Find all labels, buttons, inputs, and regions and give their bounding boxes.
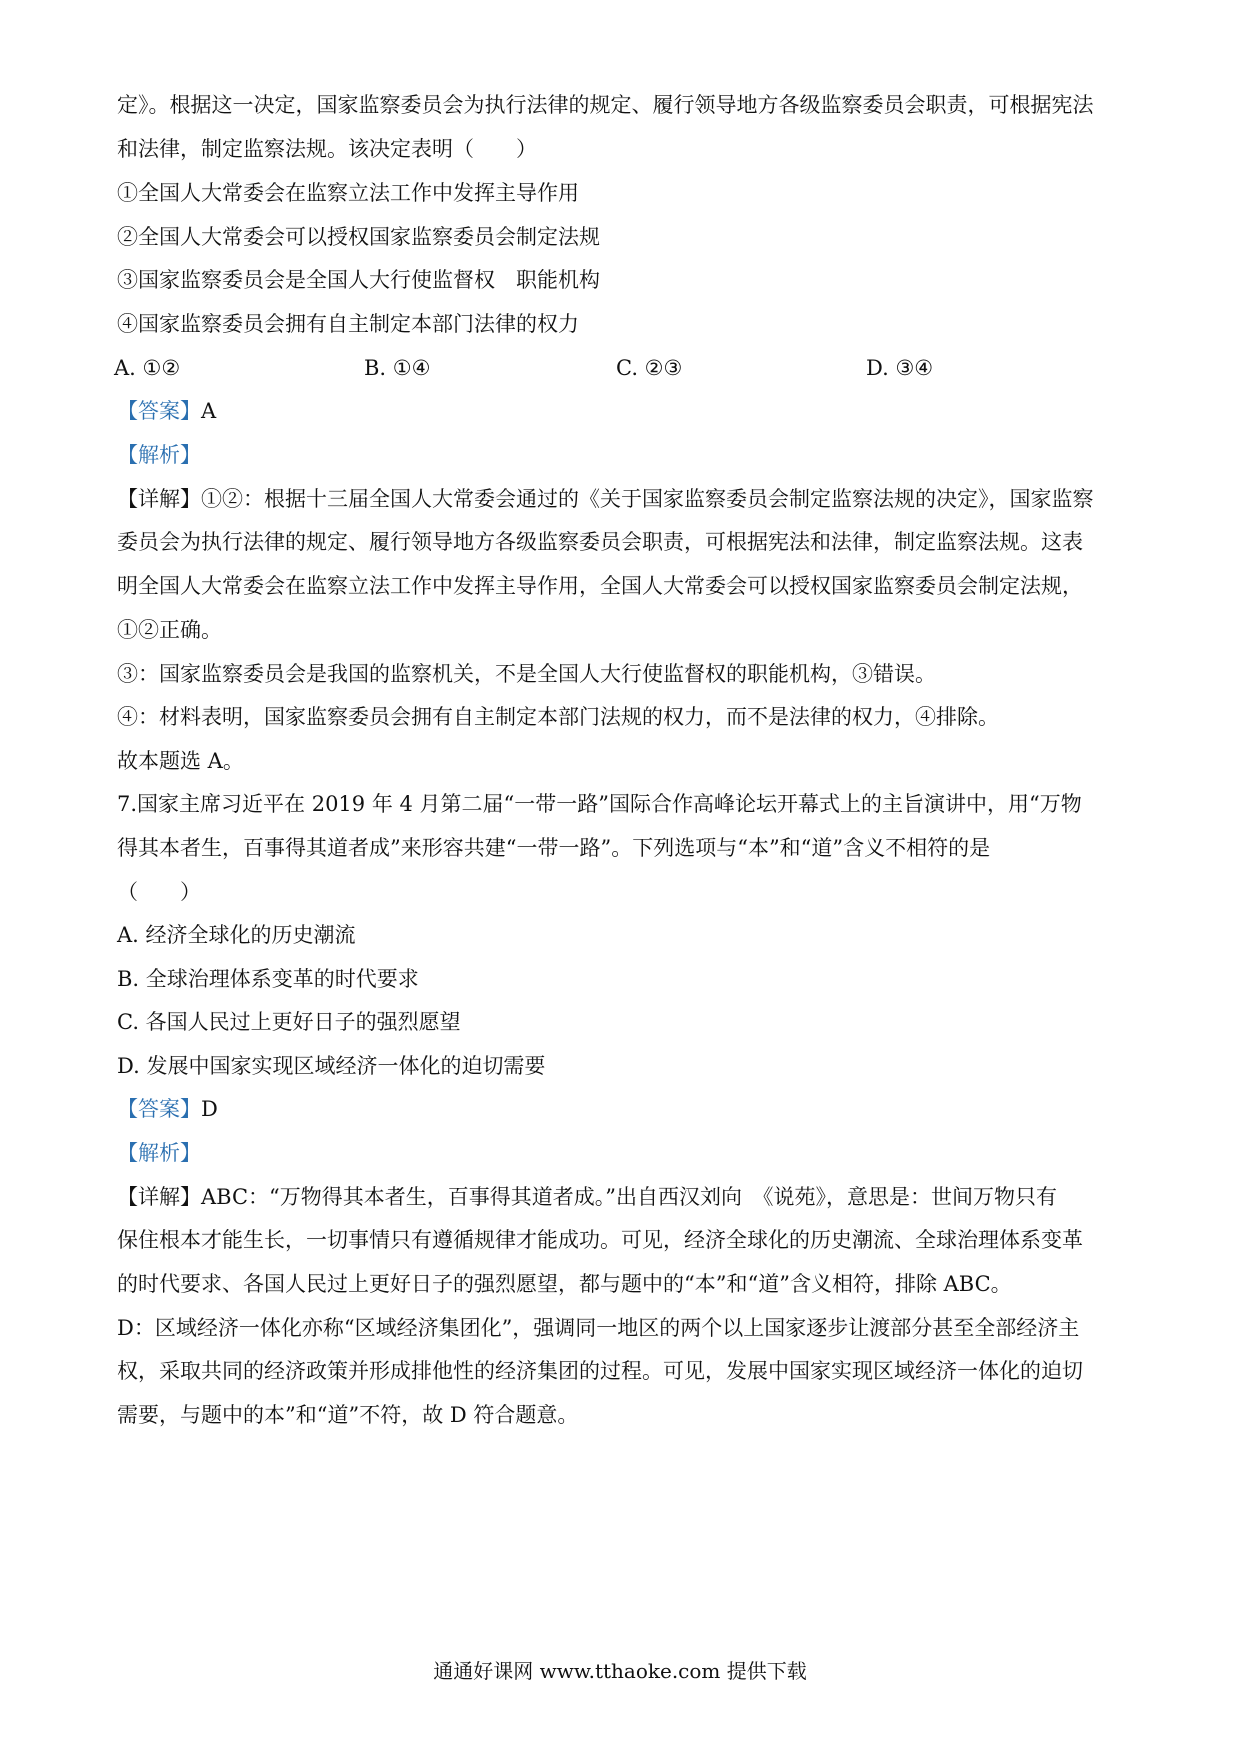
q7-analysis-heading — [117, 1138, 1127, 1168]
q6-detail-line-6: ④：材料表明，国家监察委员会拥有自主制定本部门法规的权力，而不是法律的权力，④排除。 — [117, 705, 999, 729]
q6-detail-line-2: 委员会为执行法律的规定、履行领导地方各级监察委员会职责，可根据宪法和法律，制定监察法规。这表 — [117, 530, 1083, 554]
q7-detail-line-4: D：区域经济一体化亦称“区域经济集团化”，强调同一地区的两个以上国家逐步让渡部分甚至全部经济主 — [117, 1316, 1080, 1340]
q7-stem-line-3: （ ） — [117, 880, 201, 904]
q6-option-d: D. ③④ — [866, 356, 934, 380]
q6-answer — [117, 396, 1127, 426]
q7-analysis-tag: 【解析】 — [117, 1141, 201, 1165]
q7-option-b: B. 全球治理体系变革的时代要求 — [117, 967, 419, 991]
q7-stem-line-2: 得其本者生，百事得其道者成”来形容共建“一带一路”。下列选项与“本”和“道”含义不相符的是 — [117, 836, 991, 860]
q7-answer-value: D — [201, 1097, 218, 1121]
q6-answer-value: A — [201, 399, 217, 423]
q7-detail-line-6: 需要，与题中的本”和“道”不符，故 D 符合题意。 — [117, 1403, 579, 1427]
q6-detail-line-3: 明全国人大常委会在监察立法工作中发挥主导作用，全国人大常委会可以授权国家监察委员会制定法规， — [117, 574, 1083, 598]
q7-detail-line-5: 权，采取共同的经济政策并形成排他性的经济集团的过程。可见，发展中国家实现区域经济一体化的迫切 — [117, 1359, 1083, 1383]
q7-stem-line-1: 7.国家主席习近平在 2019 年 4 月第二届“一带一路”国际合作高峰论坛开幕式上的主旨演讲中，用“万物 — [117, 792, 1082, 816]
q6-statement-3: ③国家监察委员会是全国人大行使监督权 职能机构 — [117, 268, 600, 292]
q6-stem-line-1: 定》。根据这一决定，国家监察委员会为执行法律的规定、履行领导地方各级监察委员会职责，可根据宪法 — [117, 93, 1094, 117]
q7-answer — [117, 1094, 1127, 1124]
q6-option-b: B. ①④ — [364, 356, 431, 380]
q6-analysis-tag: 【解析】 — [117, 443, 201, 467]
q6-answer-tag: 【答案】 — [117, 399, 201, 423]
q6-statement-2: ②全国人大常委会可以授权国家监察委员会制定法规 — [117, 225, 600, 249]
page-footer: 通通好课网 www.tthaoke.com 提供下载 — [433, 1659, 807, 1683]
q7-option-a: A. 经济全球化的历史潮流 — [117, 923, 356, 947]
q6-statement-4: ④国家监察委员会拥有自主制定本部门法律的权力 — [117, 312, 579, 336]
q6-option-c: C. ②③ — [616, 356, 683, 380]
q7-option-d: D. 发展中国家实现区域经济一体化的迫切需要 — [117, 1054, 546, 1078]
q6-detail-line-4: ①②正确。 — [117, 618, 222, 642]
q7-answer-tag: 【答案】 — [117, 1097, 201, 1121]
q6-detail-line-1: 【详解】①②：根据十三届全国人大常委会通过的《关于国家监察委员会制定监察法规的决定》，国家监察 — [117, 487, 1094, 511]
q6-option-a: A. ①② — [114, 356, 181, 380]
q6-stem-line-2: 和法律，制定监察法规。该决定表明（ ） — [117, 137, 537, 161]
q6-detail-line-5: ③：国家监察委员会是我国的监察机关，不是全国人大行使监督权的职能机构，③错误。 — [117, 662, 936, 686]
q7-option-c: C. 各国人民过上更好日子的强烈愿望 — [117, 1010, 461, 1034]
q6-detail-line-7: 故本题选 A。 — [117, 749, 244, 773]
q6-analysis-heading — [117, 440, 1127, 470]
q7-detail-line-3: 的时代要求、各国人民过上更好日子的强烈愿望，都与题中的“本”和“道”含义相符，排除 ABC。 — [117, 1272, 1012, 1296]
q7-detail-line-2: 保住根本才能生长，一切事情只有遵循规律才能成功。可见，经济全球化的历史潮流、全球治理体系变革 — [117, 1228, 1083, 1252]
q6-statement-1: ①全国人大常委会在监察立法工作中发挥主导作用 — [117, 181, 579, 205]
q7-detail-line-1: 【详解】ABC：“万物得其本者生，百事得其道者成。”出自西汉刘向 《说苑》，意思是：世间万物只有 — [117, 1185, 1058, 1209]
